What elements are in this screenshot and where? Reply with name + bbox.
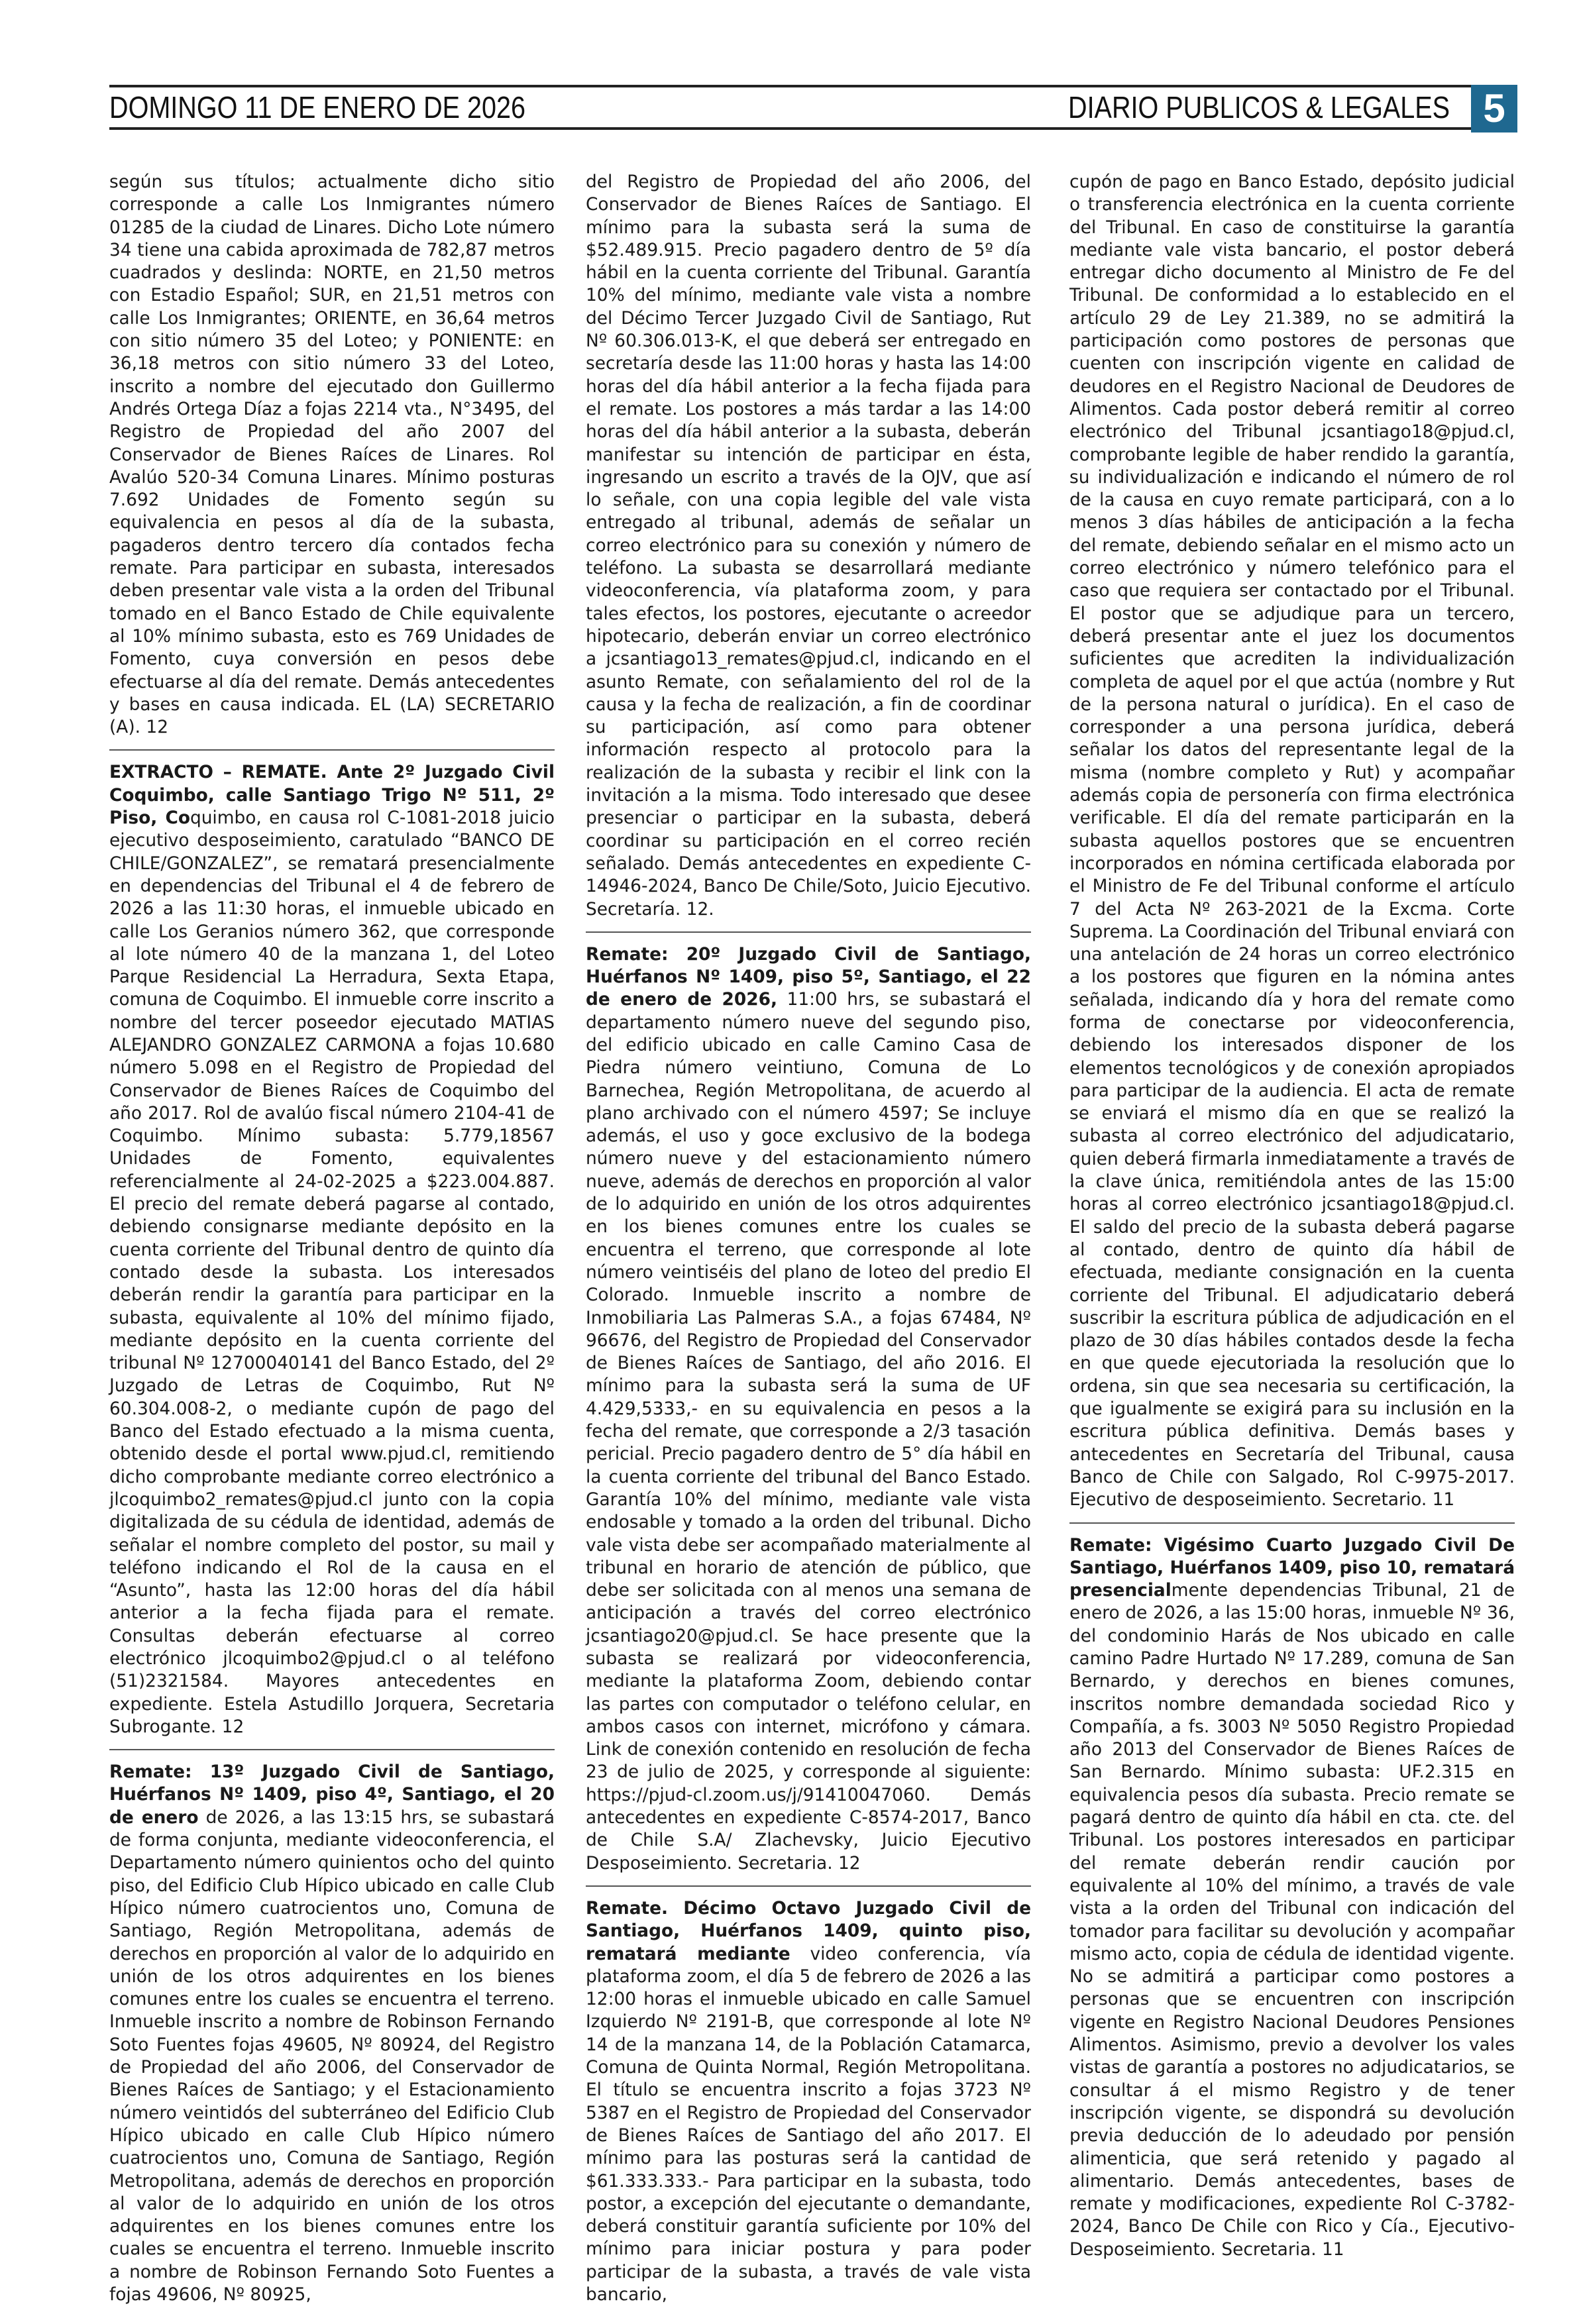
notice-heading: EXTRACTO – REMATE. Ante 2º Juzgado Civil Coquimbo, calle Santiago Trigo Nº 511, 2º Piso, Co bbox=[109, 762, 555, 829]
notice bbox=[109, 171, 555, 747]
notice-heading: Remate: 20º Juzgado Civil de Santiago, Huérfanos Nº 1409, piso 5º, Santiago, el 22 de enero de 2026, bbox=[586, 943, 1031, 1010]
notice bbox=[109, 749, 555, 1746]
notice-body: video conferencia, vía plataforma zoom, el día 5 de febrero de 2026 a las 12:00 horas el inmueble ubicado en calle Samuel Izquierdo Nº 2191-B, que corresponde al lote Nº 14 de la manzana 14, de la Población Catamarca, Comuna de Quinta Normal, Región Metropolitana. El título se encuentra inscrito a fojas 3723 Nº 5387 en el Registro de Propiedad del Conservador de Bienes Raíces de Santiago del año 2017. El mínimo para las posturas será la cantidad de $61.333.333.- Para participar en la subasta, todo postor, a excepción del ejecutante o demandante, deberá constituir garantía suficiente por 10% del mínimo para iniciar postura y para poder participar de la subasta, a través de vale vista bancario, bbox=[586, 1943, 1031, 2305]
notice bbox=[1069, 1522, 1515, 2270]
notice bbox=[109, 1749, 555, 2314]
notice bbox=[586, 1885, 1031, 2314]
notice-body: cupón de pago en Banco Estado, depósito judicial o transferencia electrónica en la cuenta corriente del Tribunal. En caso de constituirse la garantía mediante vale vista bancario, el postor deberá entregar dicho documento al Ministro de Fe del Tribunal. De conformidad a lo establecido en el artículo 29 de Ley 21.389, no se admitirá la participación como postores de personas que cuenten con inscripción vigente en calidad de deudores en el Registro Nacional de Deudores de Alimentos. Cada postor deberá remitir al correo electrónico del Tribunal jcsantiago18@pjud.cl, comprobante legible de haber rendido la garantía, su individualización e indicando el número de rol de la causa en cuyo remate participará, con a lo menos 3 días hábiles de anticipación a la fecha del remate, debiendo señalar en el mismo acto un correo electrónico y número telefónico para el caso que requiera ser contactado por el Tribunal. El postor que se adjudique para un tercero, deberá presentar ante el juez los documentos suficientes que acrediten la individualización completa de aquel por el que actúa (nombre y Rut de la persona natural o jurídica). En el caso de corresponder a una persona jurídica, deberá señalar los datos del representante legal de la misma (nombre completo y Rut) y acompañar además copia de personería con firma electrónica verificable. El día del remate participarán en la subasta aquellos postores que se encuentren incorporados en nómina certificada elaborada por el Ministro de Fe del Tribunal conforme el artículo 7 del Acta Nº 263-2021 de la Excma. Corte Suprema. La Coordinación del Tribunal enviará con una antelación de 24 horas un correo electrónico a los postores que figuren en la nómina antes señalada, indicando día y hora del remate como forma de conectarse por videoconferencia, debiendo los interesados disponer de los elementos tecnológicos y de conexión apropiados para participar de la audiencia. El acta de remate se enviará el mismo día en que se realizó la subasta al correo electrónico del adjudicatario, quien deberá firmarla inmediatamente a través de la clave única, remitiéndola antes de las 15:00 horas al correo electrónico jcsantiago18@pjud.cl. El saldo del precio de la subasta deberá pagarse al contado, dentro de quinto día hábil de efectuada, mediante consignación en la cuenta corriente del Tribunal. El adjudicatario deberá suscribir la escritura pública de adjudicación en el plazo de 30 días hábiles contados desde la fecha en que quede ejecutoriada la resolución que lo ordena, sin que sea necesaria su certificación, la que igualmente se exigirá para su inclusión en la escritura pública definitiva. Demás bases y antecedentes en Secretaría del Tribunal, causa Banco de Chile con Salgado, Rol C-9975-2017. Ejecutivo de desposeimiento. Secretario. 11 bbox=[1069, 172, 1515, 1510]
column-3 bbox=[1069, 171, 1515, 2269]
column-2 bbox=[586, 171, 1031, 2314]
header-bottom-rule bbox=[109, 127, 1471, 130]
notice bbox=[1069, 171, 1515, 1520]
page-number-badge: 5 bbox=[1471, 85, 1517, 132]
notice-body: según sus títulos; actualmente dicho sitio corresponde a calle Los Inmigrantes número 01285 de la ciudad de Linares. Dicho Lote número 34 tiene una cabida aproximada de 782,87 metros cuadrados y deslinda: NORTE, en 21,50 metros con Estadio Español; SUR, en 21,51 metros con calle Los Inmigrantes; ORIENTE, en 36,64 metros con sitio número 35 del Loteo; y PONIENTE: en 36,18 metros con sitio número 33 del Loteo, inscrito a nombre del ejecutado don Guillermo Andrés Ortega Díaz a fojas 2214 vta., N°3495, del Registro de Propiedad del año 2007 del Conservador de Bienes Raíces de Linares. Rol Avalúo 520-34 Comuna Linares. Mínimo posturas 7.692 Unidades de Fomento según su equivalencia en pesos al día de la subasta, pagaderos dentro tercero día contados fecha remate. Para participar en subasta, interesados deben presentar vale vista a la orden del Tribunal tomado en el Banco Estado de Chile equivalente al 10% mínimo subasta, esto es 769 Unidades de Fomento, cuya conversión en pesos debe efectuarse al día del remate. Demás antecedentes y bases en causa indicada. EL (LA) SECRETARIO (A). 12 bbox=[109, 172, 555, 738]
notice bbox=[586, 931, 1031, 1883]
notice-heading: Remate. Décimo Octavo Juzgado Civil de Santiago, Huérfanos 1409, quinto piso, rematará mediante bbox=[586, 1897, 1031, 1964]
notice-heading: Remate: Vigésimo Cuarto Juzgado Civil De Santiago, Huérfanos 1409, piso 10, rematará presencial bbox=[1069, 1534, 1515, 1601]
notice-body: de 2026, a las 13:15 hrs, se subastará de forma conjunta, mediante videoconferencia, el Departamento número quinientos ocho del quinto piso, del Edificio Club Hípico ubicado en calle Club Hípico número cuatrocientos uno, Comuna de Santiago, Región Metropolitana, además de derechos en proporción al valor de lo adquirido en unión de los otros adquirentes en los bienes comunes entre los cuales se encuentra el terreno. Inmueble inscrito a nombre de Robinson Fernando Soto Fuentes fojas 49605, Nº 80924, del Registro de Propiedad del año 2006, del Conservador de Bienes Raíces de Santiago; y el Estacionamiento número veintidós del subterráneo del Edificio Club Hípico ubicado en calle Club Hípico número cuatrocientos uno, Comuna de Santiago, Región Metropolitana, además de derechos en proporción al valor de lo adquirido en unión de los otros adquirentes en los bienes comunes entre los cuales se encuentra el terreno. Inmueble inscrito a nombre de Robinson Fernando Soto Fuentes a fojas 49606, Nº 80925, bbox=[109, 1807, 555, 2305]
notice-body: 11:00 hrs, se subastará el departamento número nueve del segundo piso, del edificio ubicado en calle Camino Casa de Piedra número veintiuno, Comuna de Lo Barnechea, Región Metropolitana, de acuerdo al plano archivado con el número 4597; Se incluye además, el uso y goce exclusivo de la bodega número nueve y del estacionamiento número nueve, además de derechos en proporción al valor de lo adquirido en unión de los otros adquirentes en los bienes comunes entre los cuales se encuentra el terreno, que corresponde al lote número veintiséis del plano de loteo del predio El Colorado. Inmueble inscrito a nombre de Inmobiliaria Las Palmeras S.A., a fojas 67484, Nº 96676, del Registro de Propiedad del Conservador de Bienes Raíces de Santiago, del año 2016. El mínimo para la subasta será la suma de UF 4.429,5333,- en su equivalencia en pesos a la fecha del remate, que corresponde a 2/3 tasación pericial. Precio pagadero dentro de 5° día hábil en la cuenta corriente del tribunal del Banco Estado. Garantía 10% del mínimo, mediante vale vista endosable y tomado a la orden del tribunal. Dicho vale vista debe ser acompañado materialmente al tribunal en horario de atención de público, que debe ser solicitada con al menos una semana de anticipación a través del correo electrónico jcsantiago20@pjud.cl. Se hace presente que la subasta se realizará por videoconferencia, mediante la plataforma Zoom, debiendo contar las partes con computador o teléfono celular, en ambos casos con internet, micrófono y cámara. Link de conexión contenido en resolución de fecha 23 de julio de 2025, y corresponde al siguiente: https://pjud-cl.zoom.us/j/91410047060. Demás antecedentes en expediente C-8574-2017, Banco de Chile S.A/ Zlachevsky, Juicio Ejecutivo Desposeimiento. Secretaria. 12 bbox=[586, 989, 1031, 1874]
notice-heading: Remate: 13º Juzgado Civil de Santiago, Huérfanos Nº 1409, piso 4º, Santiago, el 20 de enero bbox=[109, 1762, 555, 1828]
notice-body: mente dependencias Tribunal, 21 de enero de 2026, a las 15:00 horas, inmueble Nº 36, del condominio Harás de Nos ubicado en calle camino Padre Hurtado Nº 17.289, comuna de San Bernardo, y derechos en bienes comunes, inscritos nombre demandada sociedad Rico y Compañía, a fs. 3003 Nº 5050 Registro Propiedad año 2013 del Conservador de Bienes Raíces de San Bernardo. Mínimo subasta: UF.2.315 en equivalencia pesos día subasta. Precio remate se pagará dentro de quinto día hábil en cta. cte. del Tribunal. Los postores interesados en participar del remate deberán rendir caución por equivalente al 10% del mínimo, a través de vale vista a la orden del Tribunal con indicación del tomador para facilitar su devolución y acompañar mismo acto, copia de cédula de identidad vigente. No se admitirá a participar como postores a personas que se encuentren con inscripción vigente en Registro Nacional Deudores Pensiones Alimentos. Asimismo, previo a devolver los vales vistas de garantía a postores no adjudicatarios, se consultar á el mismo Registro y de tener inscripción vigente, se dispondrá su devolución previa deducción de lo adeudado por pensión alimenticia, que será retenido y pagado al alimentario. Demás antecedentes, bases de remate y modificaciones, expediente Rol C-3782-2024, Banco De Chile con Rico y Cía., Ejecutivo-Desposeimiento. Secretaria. 11 bbox=[1069, 1580, 1515, 2260]
notice-body: quimbo, en causa rol C-1081-2018 juicio ejecutivo desposeimiento, caratulado “BANCO DE CHILE/GONZALEZ”, se rematará presencialmente en dependencias del Tribunal el 4 de febrero de 2026 a las 11:30 horas, el inmueble ubicado en calle Los Geranios número 362, que corresponde al lote número 40 de la manzana 1, del Loteo Parque Residencial La Herradura, Sexta Etapa, comuna de Coquimbo. El inmueble corre inscrito a nombre del tercer poseedor ejecutado MATIAS ALEJANDRO GONZALEZ CARMONA a fojas 10.680 número 5.098 en el Registro de Propiedad del Conservador de Bienes Raíces de Coquimbo del año 2017. Rol de avalúo fiscal número 2104-41 de Coquimbo. Mínimo subasta: 5.779,18567 Unidades de Fomento, equivalentes referencialmente al 24-02-2025 a $223.004.887. El precio del remate deberá pagarse al contado, debiendo consignarse mediante depósito en la cuenta corriente del Tribunal dentro de quinto día contado desde la subasta. Los interesados deberán rendir la garantía para participar en la subasta, equivalente al 10% del mínimo fijado, mediante depósito en la cuenta corriente del tribunal Nº 12700040141 del Banco Estado, del 2º Juzgado de Letras de Coquimbo, Rut Nº 60.304.008-2, o mediante cupón de pago del Banco del Estado efectuado a la misma cuenta, obtenido desde el portal www.pjud.cl, remitiendo dicho comprobante mediante correo electrónico a jlcoquimbo2_remates@pjud.cl junto con la copia digitalizada de su cédula de identidad, además de señalar el nombre completo del postor, su mail y teléfono indicando el Rol de la causa en el “Asunto”, hasta las 12:00 horas del día hábil anterior a la fecha fijada para el remate. Consultas deberán efectuarse al correo electrónico jlcoquimbo2@pjud.cl o al teléfono (51)2321584. Mayores antecedentes en expediente. Estela Astudillo Jorquera, Secretaria Subrogante. 12 bbox=[109, 808, 555, 1737]
notice bbox=[586, 171, 1031, 929]
publication-name: DIARIO PUBLICOS & LEGALES bbox=[1068, 90, 1450, 125]
issue-date: DOMINGO 11 DE ENERO DE 2026 bbox=[109, 90, 526, 125]
column-1 bbox=[109, 171, 555, 2314]
notice-body: del Registro de Propiedad del año 2006, del Conservador de Bienes Raíces de Santiago. El mínimo para la subasta será la suma de $52.489.915. Precio pagadero dentro de 5º día hábil en la cuenta corriente del Tribunal. Garantía 10% del mínimo, mediante vale vista a nombre del Décimo Tercer Juzgado Civil de Santiago, Rut Nº 60.306.013-K, el que deberá ser entregado en secretaría desde las 11:00 horas y hasta las 14:00 horas del día hábil anterior a la fecha fijada para el remate. Los postores a más tardar a las 14:00 horas del día hábil anterior a la subasta, deberán manifestar su intención de participar en ésta, ingresando un escrito a través de la OJV, que así lo señale, con una copia legible del vale vista entregado al tribunal, además de señalar un correo electrónico para su conexión y número de teléfono. La subasta se desarrollará mediante videoconferencia, vía plataforma zoom, y para tales efectos, los postores, ejecutante o acreedor hipotecario, deberán enviar un correo electrónico a jcsantiago13_remates@pjud.cl, indicando en el asunto Remate, con señalamiento del rol de la causa y la fecha de realización, a fin de coordinar su participación, así como para obtener información respecto al protocolo para la realización de la subasta y recibir el link con la invitación a la misma. Todo interesado que desee presenciar o participar en la subasta, deberá coordinar su participación en el correo recién señalado. Demás antecedentes en expediente C-14946-2024, Banco De Chile/Soto, Juicio Ejecutivo. Secretaría. 12. bbox=[586, 172, 1031, 920]
